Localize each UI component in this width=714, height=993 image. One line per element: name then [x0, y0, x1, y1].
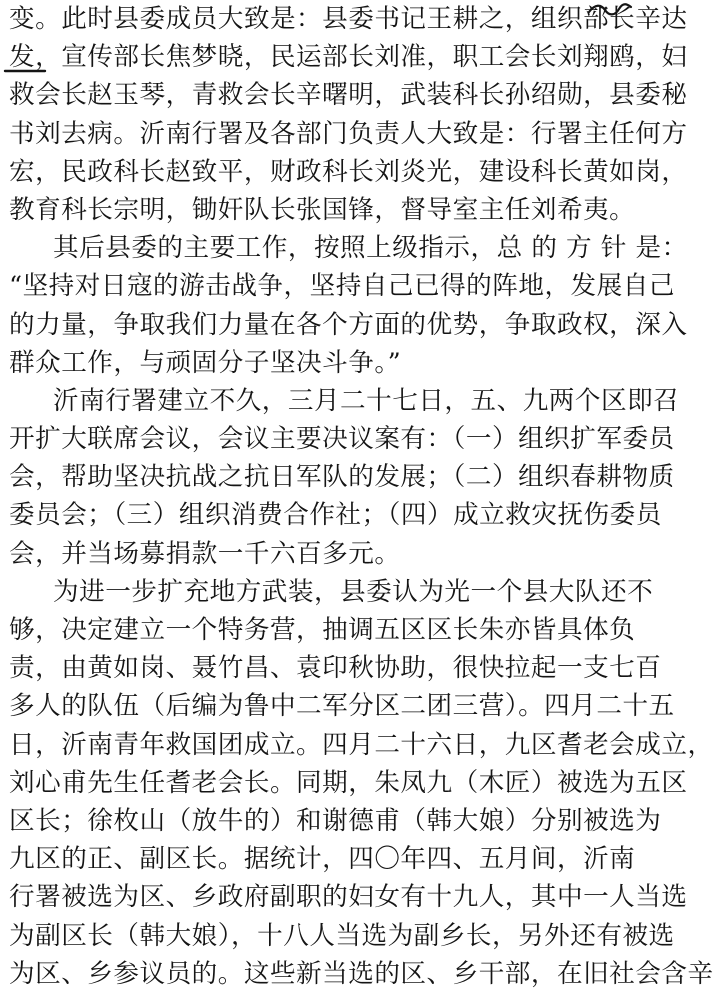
text-line: “坚持对日寇的游击战争，坚持自己已得的阵地，发展自己 [9, 271, 675, 302]
text-line: 为副区长（韩大娘），十八人当选为副乡长，另外还有被选 [9, 920, 675, 951]
text-line: 责，由黄如岗、聂竹昌、袁印秋协助，很快拉起一支七百 [9, 653, 662, 684]
text-line: 宏，民政科长赵致平，财政科长刘炎光，建设科长黄如岗， [9, 156, 688, 187]
handwritten-squiggle-mark [587, 2, 633, 16]
text-line: 开扩大联席会议，会议主要决议案有：（一）组织扩军委员 [9, 424, 675, 455]
text-line: 教育科长宗明，锄奸队长张国锋，督导室主任刘希夷。 [9, 194, 636, 225]
text-line: 救会长赵玉琴，青救会长辛曙明，武装科长孙绍勋，县委秘 [9, 80, 688, 111]
text-line: 刘心甫先生任耆老会长。同期，朱凤九（木匠）被选为五区 [9, 767, 688, 798]
text-line: 变。此时县委成员大致是：县委书记王耕之，组织部长辛达 [9, 4, 688, 34]
text-line: 书刘去病。沂南行署及各部门负责人大致是：行署主任何方 [9, 118, 688, 149]
text-line: 委员会；（三）组织消费合作社；（四）成立救灾抚伤委员 [9, 500, 662, 531]
text-line: 多人的队伍（后编为鲁中二军分区二团三营）。四月二十五 [9, 691, 675, 722]
text-line: 区长；徐枚山（放牛的）和谢德甫（韩大娘）分别被选为 [9, 805, 662, 836]
paragraph-first-line: 其后县委的主要工作，按照上级指示，总 的 方 针 是： [53, 233, 688, 264]
paragraph-first-line: 为进一步扩充地方武装，县委认为光一个县大队还不 [53, 576, 654, 607]
text-line: 会，并当场募捐款一千六百多元。 [9, 538, 401, 569]
text-line: 为区、乡参议员的。这些新当选的区、乡干部，在旧社会含辛 [9, 958, 714, 989]
text-line: 的力量，争取我们力量在各个方面的优势，争取政权，深入 [9, 309, 688, 340]
text-line: 群众工作，与顽固分子坚决斗争。” [9, 347, 402, 378]
text-line: 九区的正、副区长。据统计，四〇年四、五月间，沂南 [9, 844, 636, 875]
text-line: 日，沂南青年救国团成立。四月二十六日，九区耆老会成立， [9, 729, 714, 760]
paragraph-first-line: 沂南行署建立不久，三月二十七日，五、九两个区即召 [53, 385, 680, 416]
text-line: 够，决定建立一个特务营，抽调五区区长朱亦皆具体负 [9, 615, 636, 645]
text-line: 会，帮助坚决抗战之抗日军队的发展；（二）组织春耕物质 [9, 462, 675, 493]
text-line: 行署被选为区、乡政府副职的妇女有十九人，其中一人当选 [9, 882, 688, 913]
handwritten-underline-mark [4, 68, 46, 74]
text-line: 发，宣传部长焦梦晓，民运部长刘准，职工会长刘翔鸥，妇 [9, 42, 688, 73]
